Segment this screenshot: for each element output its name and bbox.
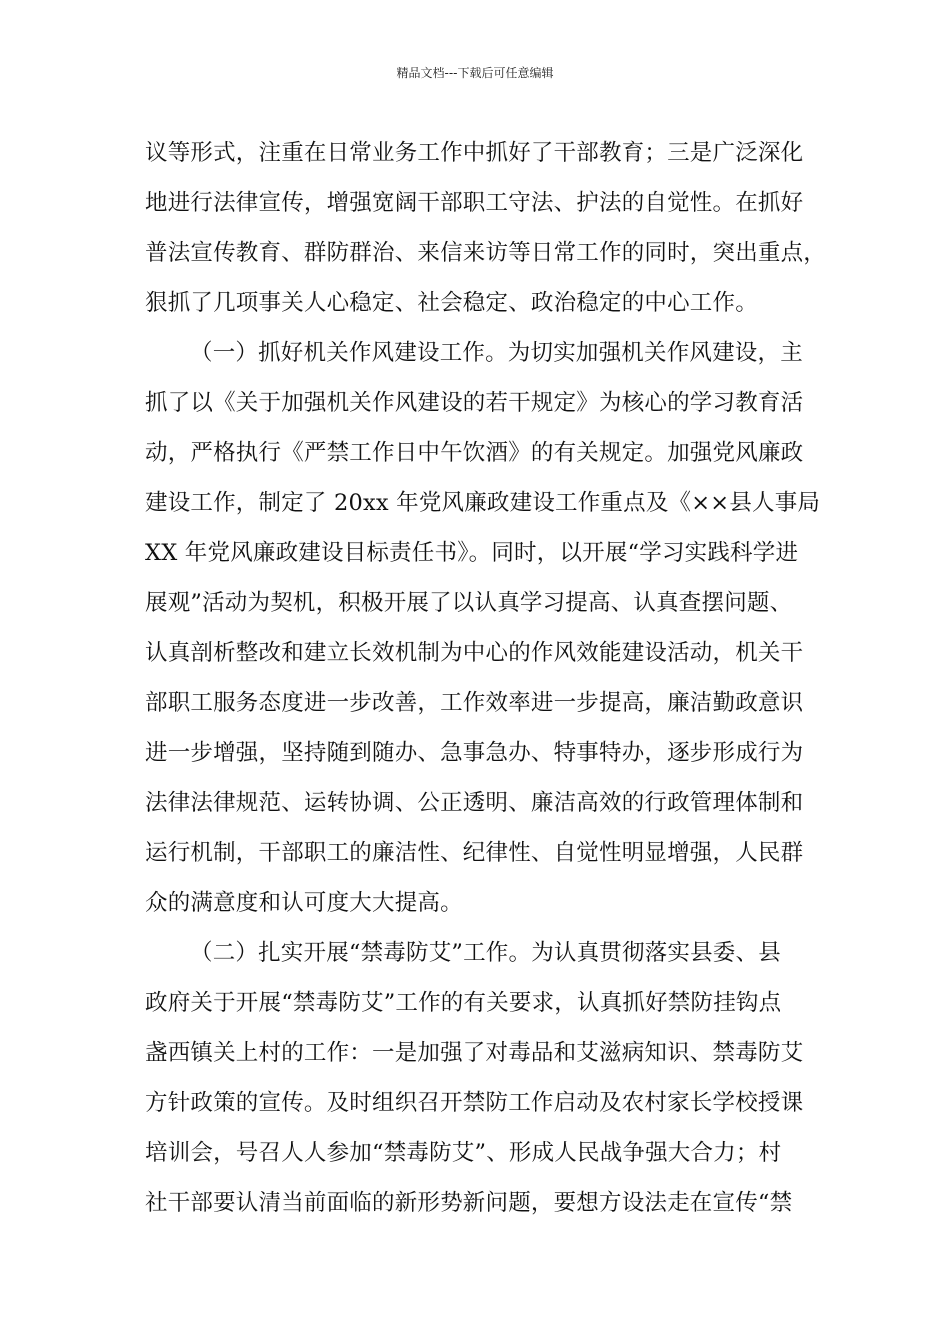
text-line: 议等形式，注重在日常业务工作中抓好了干部教育；三是广泛深化 <box>145 140 804 166</box>
page-header: 精品文档---下载后可任意编辑 <box>396 66 554 80</box>
text-line: XX 年党风廉政建设目标责任书》。同时，以开展“学习实践科学进 <box>145 540 799 566</box>
text-line: 地进行法律宣传，增强宽阔干部职工守法、护法的自觉性。在抓好 <box>145 190 804 216</box>
text-line: 普法宣传教育、群防群治、来信来访等日常工作的同时，突出重点， <box>145 240 827 266</box>
text-line: 众的满意度和认可度大大提高。 <box>145 890 463 916</box>
text-line: 进一步增强，坚持随到随办、急事急办、特事特办，逐步形成行为 <box>145 740 804 766</box>
text-line: 法律法律规范、运转协调、公正透明、廉洁高效的行政管理体制和 <box>145 790 804 816</box>
text-line: 政府关于开展“禁毒防艾”工作的有关要求，认真抓好禁防挂钩点 <box>145 990 782 1016</box>
section-heading-line: （一）抓好机关作风建设工作。为切实加强机关作风建设，主 <box>190 340 803 366</box>
text-line: 部职工服务态度进一步改善，工作效率进一步提高，廉洁勤政意识 <box>145 690 804 716</box>
text-line: 盏西镇关上村的工作：一是加强了对毒品和艾滋病知识、禁毒防艾 <box>145 1040 804 1066</box>
text-line: 培训会，号召人人参加“禁毒防艾”、形成人民战争强大合力；村 <box>145 1140 782 1166</box>
text-line: 社干部要认清当前面临的新形势新问题，要想方设法走在宣传“禁 <box>145 1190 793 1216</box>
text-line: 建设工作，制定了 20xx 年党风廉政建设工作重点及《××县人事局 <box>145 490 821 516</box>
text-line: 展观”活动为契机，积极开展了以认真学习提高、认真查摆问题、 <box>145 590 793 616</box>
section-heading-line: （二）扎实开展“禁毒防艾”工作。为认真贯彻落实县委、县 <box>190 940 781 966</box>
text-line: 运行机制，干部职工的廉洁性、纪律性、自觉性明显增强，人民群 <box>145 840 804 866</box>
text-line: 狠抓了几项事关人心稳定、社会稳定、政治稳定的中心工作。 <box>145 290 758 316</box>
text-line: 动，严格执行《严禁工作日中午饮酒》的有关规定。加强党风廉政 <box>145 440 804 466</box>
text-line: 抓了以《关于加强机关作风建设的若干规定》为核心的学习教育活 <box>145 390 804 416</box>
document-body <box>145 128 825 1228</box>
text-line: 方针政策的宣传。及时组织召开禁防工作启动及农村家长学校授课 <box>145 1090 804 1116</box>
text-line: 认真剖析整改和建立长效机制为中心的作风效能建设活动，机关干 <box>145 640 804 666</box>
